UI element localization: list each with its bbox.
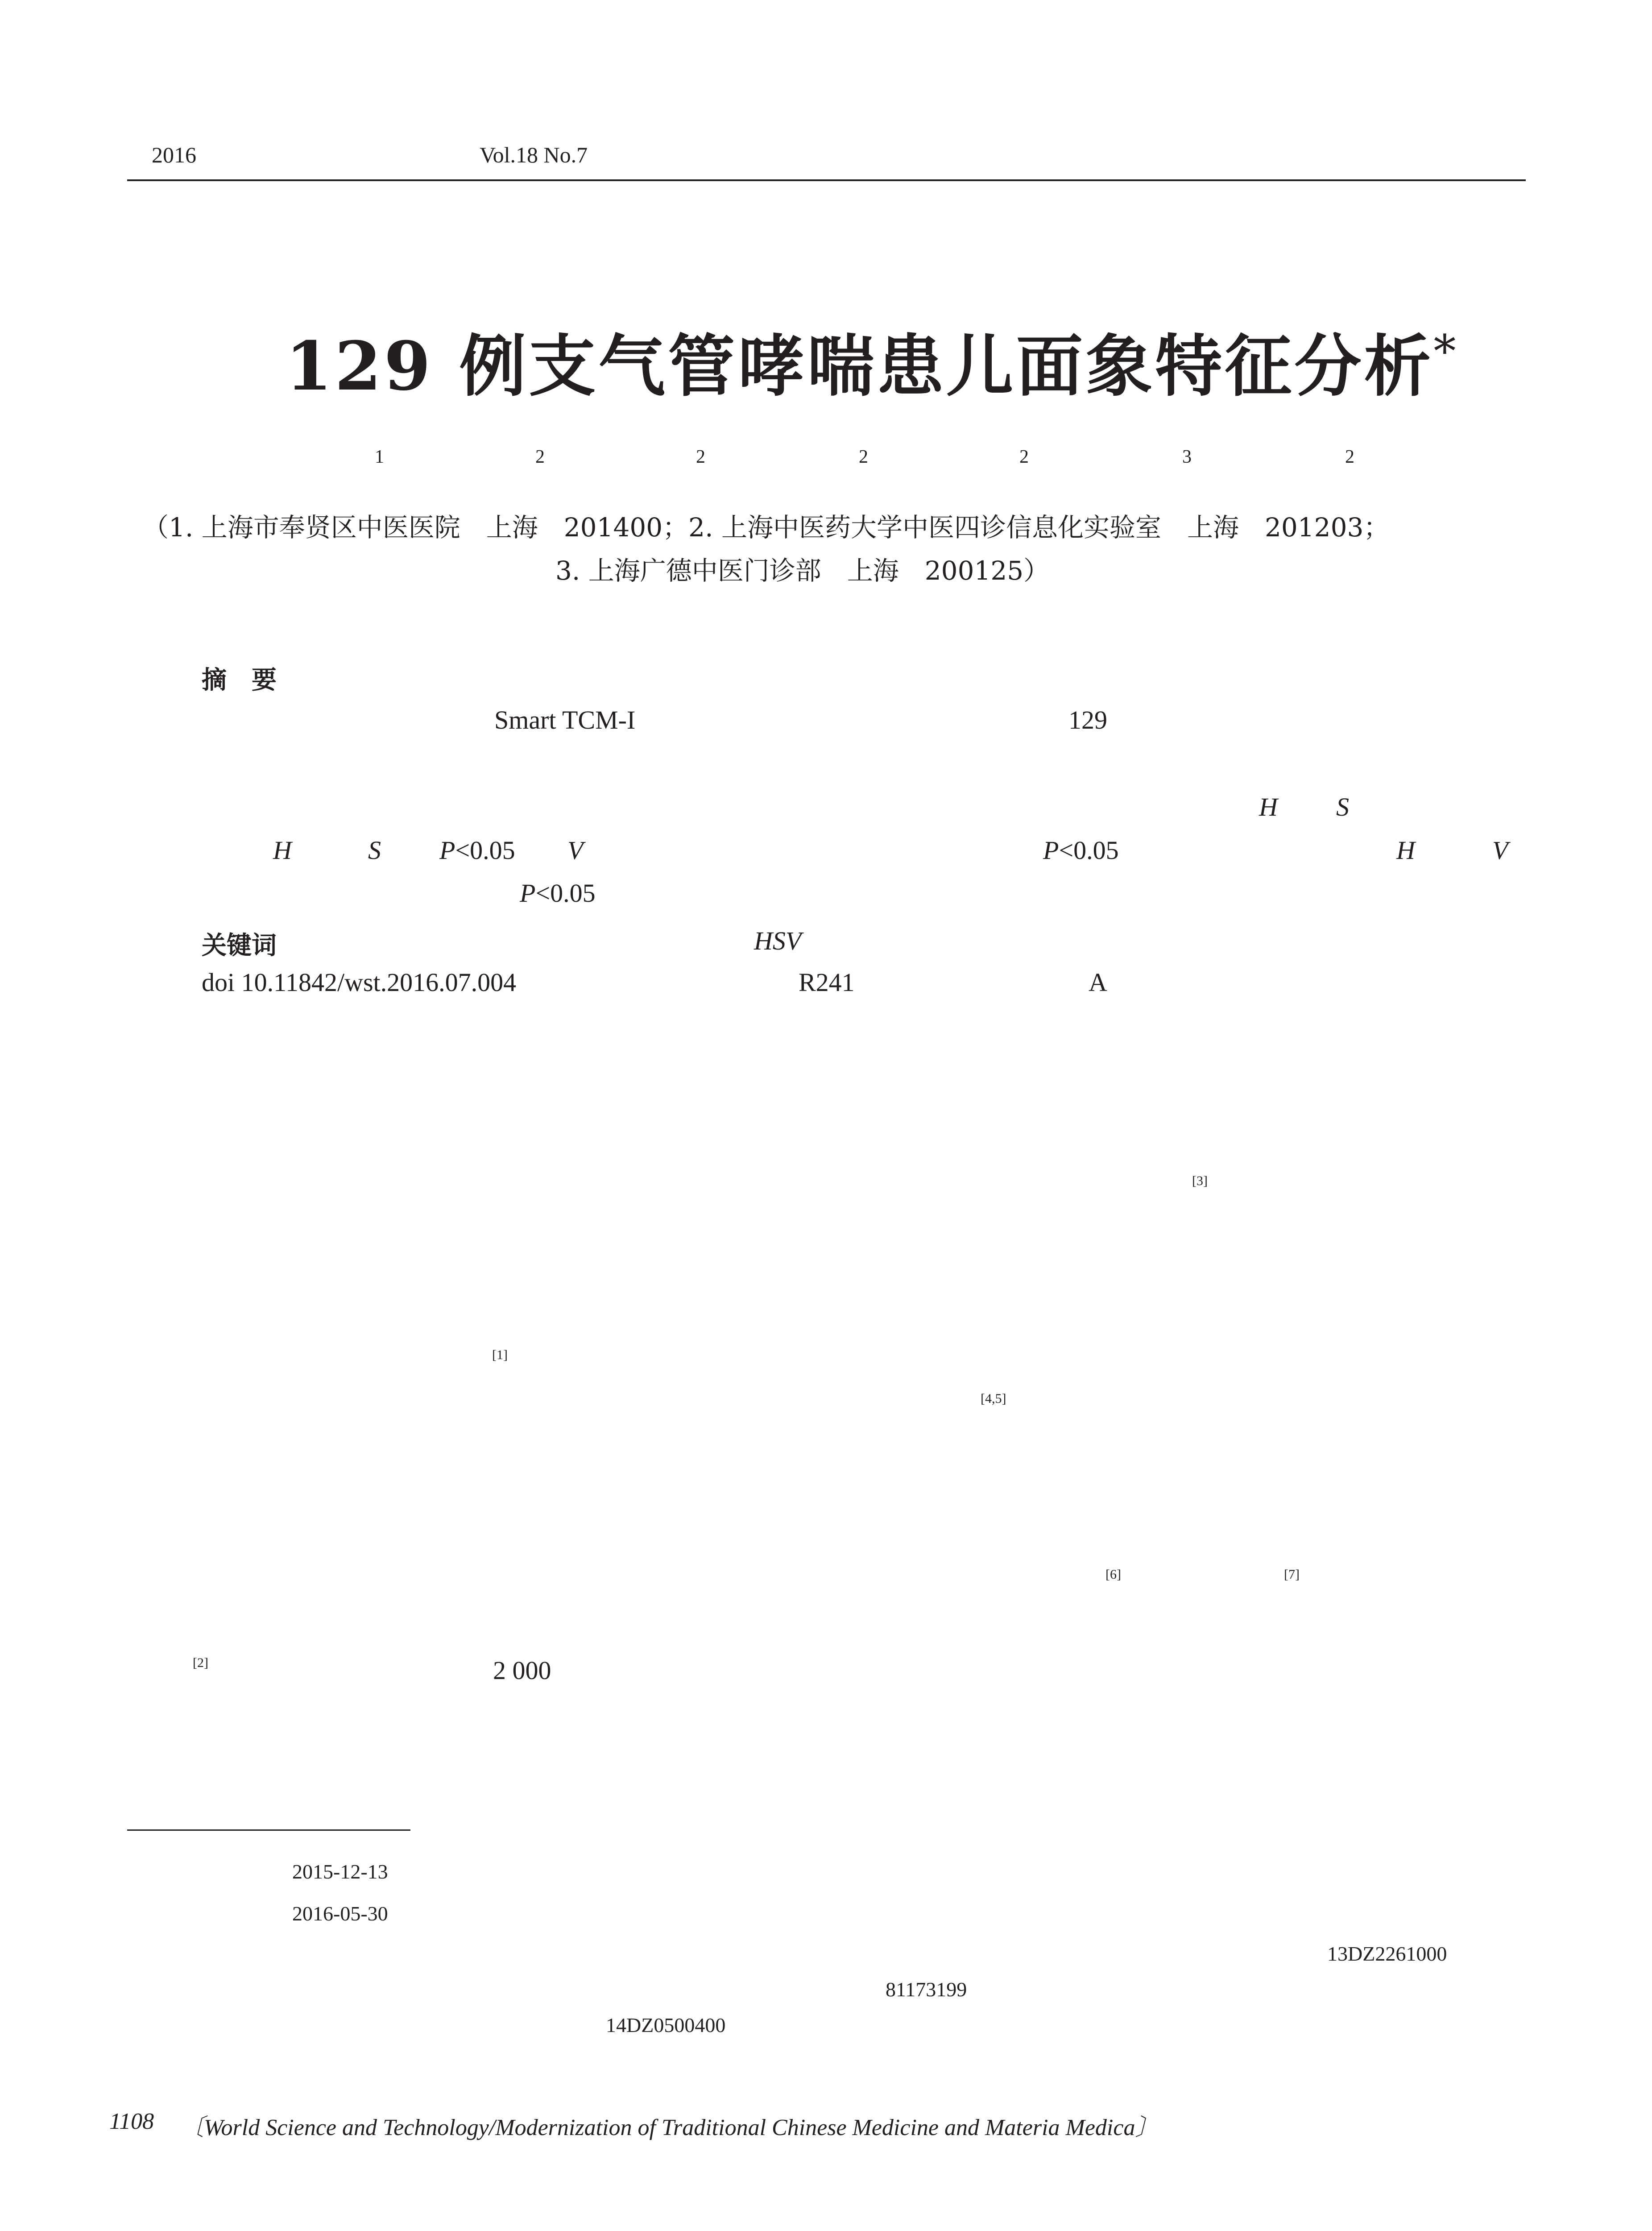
abstract-var-s: S: [1336, 792, 1349, 821]
received-date: 2015-12-13: [292, 1860, 388, 1883]
abstract-p-value: P<0.05: [520, 879, 596, 908]
affiliation-line-1: （1. 上海市奉贤区中医医院 上海 201400；2. 上海中医药大学中医四诊信息化实验室 上海 201203；: [143, 512, 1390, 543]
abstract-var-v: V: [567, 836, 584, 865]
author-mark: 1: [375, 447, 384, 467]
author-mark: 2: [859, 447, 868, 467]
title-footnote-mark: *: [1433, 325, 1459, 377]
citation-mark: [4,5]: [981, 1391, 1006, 1406]
document-code: A: [1089, 968, 1107, 997]
header-year: 2016: [152, 142, 196, 167]
abstract-label: 摘 要: [202, 666, 277, 695]
header-volume: Vol.18 No.7: [480, 142, 588, 167]
page-number: 1108: [109, 2109, 154, 2134]
affiliation-line-2: 3. 上海广德中医门诊部 上海 200125）: [555, 556, 1050, 586]
body-number: 2 000: [493, 1656, 551, 1685]
grant-number: 13DZ2261000: [1327, 1942, 1447, 1965]
grant-number: 81173199: [886, 1978, 967, 2001]
citation-mark: [6]: [1105, 1567, 1121, 1582]
doi: doi 10.11842/wst.2016.07.004: [202, 968, 517, 997]
keywords-label: 关键词: [202, 931, 277, 960]
header-rule: [127, 179, 1526, 181]
citation-mark: [2]: [193, 1655, 208, 1670]
author-mark: 3: [1182, 447, 1192, 467]
title-text: 129 例支气管哮喘患儿面象特征分析: [286, 327, 1434, 406]
abstract-var-h: H: [1259, 792, 1278, 821]
abstract-count: 129: [1068, 705, 1107, 734]
grant-number: 14DZ0500400: [606, 2014, 726, 2036]
abstract-var-h: H: [1396, 836, 1415, 865]
keyword-hsv: HSV: [754, 926, 802, 955]
author-mark: 2: [535, 447, 545, 467]
citation-mark: [7]: [1284, 1567, 1300, 1582]
author-mark: 2: [1019, 447, 1029, 467]
citation-mark: [3]: [1192, 1174, 1208, 1188]
revised-date: 2016-05-30: [292, 1902, 388, 1925]
abstract-p-value: P<0.05: [1043, 836, 1119, 865]
article-title: [286, 312, 1458, 409]
abstract-var-v: V: [1492, 836, 1508, 865]
abstract-system: Smart TCM-I: [494, 705, 636, 734]
footnote-rule: [127, 1829, 410, 1831]
abstract-p-value: P<0.05: [439, 836, 515, 865]
author-mark: 2: [696, 447, 705, 467]
journal-name: 〔World Science and Technology/Modernization of Traditional Chinese Medicine and Materia Medica〕: [181, 2115, 1159, 2140]
abstract-var-s: S: [368, 836, 381, 865]
author-mark: 2: [1345, 447, 1354, 467]
clc-number: R241: [799, 968, 855, 997]
abstract-var-h: H: [273, 836, 292, 865]
citation-mark: [1]: [492, 1348, 508, 1362]
